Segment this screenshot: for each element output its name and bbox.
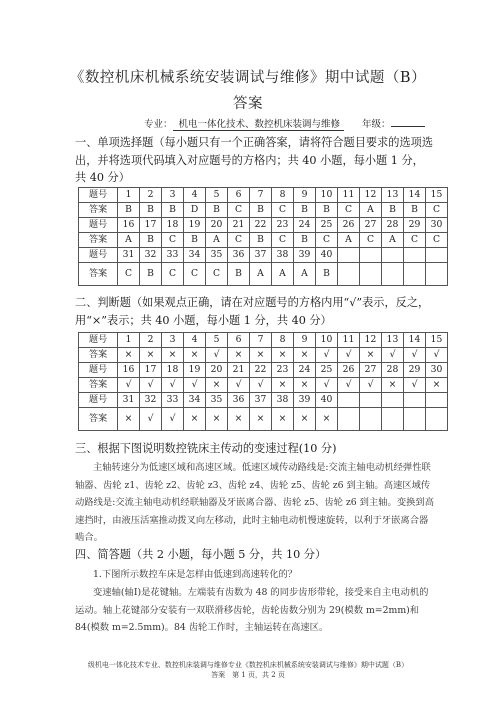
- table-cell: B: [316, 203, 338, 218]
- table-cell: 28: [382, 363, 404, 378]
- table-cell: ×: [118, 408, 140, 431]
- table-cell: ×: [382, 378, 404, 393]
- table-cell: [426, 393, 448, 408]
- table-cell: √: [426, 348, 448, 363]
- table-cell: √: [404, 378, 426, 393]
- table-cell: 22: [250, 218, 272, 233]
- table-cell: √: [206, 348, 228, 363]
- table-cell: 37: [250, 393, 272, 408]
- table-row: [79, 233, 448, 248]
- table-cell: 19: [184, 363, 206, 378]
- table-cell: √: [250, 378, 272, 393]
- table-cell: 6: [228, 333, 250, 348]
- table-cell: A: [338, 233, 360, 248]
- table-cell: [360, 263, 382, 286]
- table-cell: √: [118, 378, 140, 393]
- table-cell: √: [316, 378, 338, 393]
- table-cell: ×: [294, 378, 316, 393]
- table-cell: √: [184, 378, 206, 393]
- table-cell: 1: [118, 333, 140, 348]
- row-label: 题号: [79, 363, 118, 378]
- row-label: 答案: [79, 263, 118, 286]
- table-cell: 29: [404, 363, 426, 378]
- table-cell: [404, 408, 426, 431]
- table-cell: 4: [184, 188, 206, 203]
- table-cell: 3: [162, 188, 184, 203]
- table-cell: B: [228, 263, 250, 286]
- table-cell: C: [316, 233, 338, 248]
- table-cell: 34: [184, 248, 206, 263]
- table-cell: [338, 393, 360, 408]
- table-cell: 5: [206, 188, 228, 203]
- section4-body: 变速轴(轴Ⅰ)是花键轴。左端装有齿数为 48 的同步齿形带轮，接受来自主电动机的运动。轴上花键部分安装有一双联滑移齿轮，齿轮齿数分别为 29(模数 m=2mm)和 84(模数 m=2.5mm)。84 齿轮工作时，主轴运转在高速区。: [75, 587, 429, 633]
- table-cell: 24: [294, 363, 316, 378]
- table-cell: 40: [316, 248, 338, 263]
- table-cell: ×: [250, 348, 272, 363]
- section3-heading: 三、根据下图说明数控铣床主传动的变速过程(10 分): [75, 442, 337, 455]
- table-cell: 18: [162, 363, 184, 378]
- table-cell: 40: [316, 393, 338, 408]
- row-label: 答案: [79, 378, 118, 393]
- table-cell: 38: [272, 248, 294, 263]
- table-cell: ×: [426, 378, 448, 393]
- table-cell: 35: [206, 393, 228, 408]
- table-cell: B: [250, 233, 272, 248]
- table-cell: ×: [272, 378, 294, 393]
- table-cell: C: [404, 233, 426, 248]
- table-cell: A: [360, 203, 382, 218]
- table-cell: 30: [426, 218, 448, 233]
- table-cell: B: [404, 203, 426, 218]
- table-cell: 5: [206, 333, 228, 348]
- table-cell: B: [184, 233, 206, 248]
- grade-blank: [391, 126, 425, 127]
- table-cell: A: [382, 233, 404, 248]
- table-cell: ×: [360, 348, 382, 363]
- table-cell: √: [228, 378, 250, 393]
- table-cell: 39: [294, 393, 316, 408]
- table-cell: 14: [404, 188, 426, 203]
- table-cell: ×: [316, 408, 338, 431]
- table-cell: [382, 393, 404, 408]
- major-value: 机电一体化技术、数控机床装调与维修: [173, 116, 345, 131]
- table-cell: 10: [316, 333, 338, 348]
- row-label: 题号: [79, 188, 118, 203]
- table-cell: C: [338, 203, 360, 218]
- table-cell: 33: [162, 248, 184, 263]
- choice-answer-table: [78, 187, 448, 286]
- table-cell: A: [118, 233, 140, 248]
- table-cell: 16: [118, 218, 140, 233]
- table-cell: [360, 393, 382, 408]
- table-cell: √: [382, 348, 404, 363]
- table-cell: 23: [272, 218, 294, 233]
- table-cell: 16: [118, 363, 140, 378]
- table-cell: 22: [250, 363, 272, 378]
- table-cell: 27: [360, 363, 382, 378]
- table-cell: C: [162, 233, 184, 248]
- table-row: [79, 378, 448, 393]
- table-cell: √: [162, 378, 184, 393]
- table-cell: B: [206, 203, 228, 218]
- table-cell: A: [294, 263, 316, 286]
- table-cell: 31: [118, 248, 140, 263]
- table-cell: 13: [382, 188, 404, 203]
- table-row: [79, 408, 448, 431]
- table-cell: √: [140, 408, 162, 431]
- table-cell: 21: [228, 218, 250, 233]
- row-label: 答案: [79, 348, 118, 363]
- table-cell: ×: [162, 348, 184, 363]
- table-cell: 32: [140, 248, 162, 263]
- table-cell: ×: [272, 408, 294, 431]
- meta-line: [144, 116, 425, 131]
- table-cell: B: [382, 203, 404, 218]
- table-cell: 31: [118, 393, 140, 408]
- table-cell: C: [272, 233, 294, 248]
- table-cell: 32: [140, 393, 162, 408]
- table-cell: 12: [360, 333, 382, 348]
- table-cell: 3: [162, 333, 184, 348]
- table-cell: [338, 408, 360, 431]
- table-cell: 2: [140, 333, 162, 348]
- table-cell: 17: [140, 218, 162, 233]
- table-cell: 14: [404, 333, 426, 348]
- table-cell: 27: [360, 218, 382, 233]
- table-cell: 9: [294, 188, 316, 203]
- table-cell: C: [426, 233, 448, 248]
- table-cell: √: [140, 378, 162, 393]
- page-subtitle: 答案: [233, 96, 263, 112]
- table-cell: C: [228, 203, 250, 218]
- table-cell: B: [162, 203, 184, 218]
- table-cell: ×: [184, 408, 206, 431]
- table-cell: 10: [316, 188, 338, 203]
- section3-body: 主轴转速分为低速区域和高速区域。低速区域传动路线是:交流主轴电动机经弹性联轴器、齿轮 z1、齿轮 z2、齿轮 z3、齿轮 z4、齿轮 z5、齿轮 z6 到主轴。高速区域传动路线是:交流主轴电动机经联轴器及牙嵌离合器、齿轮 z5、齿轮 z6 到主轴。变换到高速挡时，由液压活塞推动拨叉向左移动，此时主轴电动机慢速旋转，以利于牙嵌离合器啮合。: [75, 462, 435, 543]
- table-cell: 13: [382, 333, 404, 348]
- table-cell: 7: [250, 333, 272, 348]
- table-cell: ×: [294, 348, 316, 363]
- table-cell: √: [338, 378, 360, 393]
- table-cell: B: [294, 203, 316, 218]
- table-cell: [338, 263, 360, 286]
- table-cell: B: [140, 203, 162, 218]
- table-cell: 18: [162, 218, 184, 233]
- table-cell: [404, 263, 426, 286]
- table-row: [79, 333, 448, 348]
- grade-label: 年级：: [362, 119, 391, 130]
- table-cell: 8: [272, 188, 294, 203]
- table-cell: 33: [162, 393, 184, 408]
- table-cell: 15: [426, 333, 448, 348]
- table-cell: 34: [184, 393, 206, 408]
- table-cell: 28: [382, 218, 404, 233]
- table-cell: ×: [118, 348, 140, 363]
- table-cell: 38: [272, 393, 294, 408]
- table-cell: √: [360, 378, 382, 393]
- table-cell: [382, 408, 404, 431]
- table-cell: 12: [360, 188, 382, 203]
- table-cell: 21: [228, 363, 250, 378]
- table-cell: C: [162, 263, 184, 286]
- table-cell: 24: [294, 218, 316, 233]
- judgement-answer-table: [78, 332, 448, 431]
- table-cell: [360, 248, 382, 263]
- table-cell: 30: [426, 363, 448, 378]
- table-cell: 11: [338, 333, 360, 348]
- table-cell: 20: [206, 218, 228, 233]
- section4-heading: 四、简答题（共 2 小题，每小题 5 分，共 10 分）: [75, 548, 327, 561]
- table-cell: 29: [404, 218, 426, 233]
- table-cell: [382, 263, 404, 286]
- table-cell: ×: [294, 408, 316, 431]
- table-row: [79, 348, 448, 363]
- table-row: [79, 393, 448, 408]
- table-cell: 25: [316, 218, 338, 233]
- table-cell: 25: [316, 363, 338, 378]
- table-cell: B: [140, 263, 162, 286]
- table-cell: 26: [338, 363, 360, 378]
- table-row: [79, 188, 448, 203]
- row-label: 答案: [79, 203, 118, 218]
- row-label: 答案: [79, 233, 118, 248]
- table-cell: 4: [184, 333, 206, 348]
- table-row: [79, 203, 448, 218]
- table-cell: 11: [338, 188, 360, 203]
- table-cell: 17: [140, 363, 162, 378]
- table-cell: A: [250, 263, 272, 286]
- table-cell: √: [316, 348, 338, 363]
- section4-question1: 1.下图所示数控车床是怎样由低速到高速转化的？: [93, 569, 298, 580]
- table-row: [79, 248, 448, 263]
- table-cell: C: [206, 263, 228, 286]
- table-cell: D: [184, 203, 206, 218]
- table-row: [79, 263, 448, 286]
- table-cell: ×: [206, 408, 228, 431]
- table-cell: [404, 248, 426, 263]
- table-cell: ×: [250, 408, 272, 431]
- table-cell: B: [316, 263, 338, 286]
- table-cell: 37: [250, 248, 272, 263]
- table-cell: 2: [140, 188, 162, 203]
- table-cell: 23: [272, 363, 294, 378]
- table-cell: [426, 248, 448, 263]
- footer-line2: 答案 第 1 页，共 2 页: [211, 671, 285, 679]
- row-label: 题号: [79, 333, 118, 348]
- row-label: 题号: [79, 218, 118, 233]
- table-cell: √: [404, 348, 426, 363]
- table-cell: [404, 393, 426, 408]
- major-label: 专业：: [144, 119, 173, 130]
- row-label: 题号: [79, 393, 118, 408]
- table-cell: 26: [338, 218, 360, 233]
- row-label: 题号: [79, 248, 118, 263]
- table-cell: ×: [184, 348, 206, 363]
- footer-line1: 级机电一体化技术专业、数控机床装调与维修专业《数控机床机械系统安装调试与维修》期中试题（B）: [87, 661, 409, 669]
- table-cell: ×: [140, 348, 162, 363]
- table-cell: 7: [250, 188, 272, 203]
- table-cell: √: [162, 408, 184, 431]
- table-cell: [382, 248, 404, 263]
- table-cell: 15: [426, 188, 448, 203]
- table-cell: C: [228, 233, 250, 248]
- table-cell: 36: [228, 248, 250, 263]
- table-cell: C: [184, 263, 206, 286]
- table-cell: 6: [228, 188, 250, 203]
- table-cell: B: [140, 233, 162, 248]
- table-cell: A: [206, 233, 228, 248]
- table-cell: C: [426, 203, 448, 218]
- table-row: [79, 363, 448, 378]
- table-cell: ×: [272, 348, 294, 363]
- table-cell: C: [118, 263, 140, 286]
- table-cell: [338, 248, 360, 263]
- table-cell: 35: [206, 248, 228, 263]
- table-cell: A: [272, 263, 294, 286]
- table-cell: B: [118, 203, 140, 218]
- table-cell: [360, 408, 382, 431]
- table-cell: √: [338, 348, 360, 363]
- table-cell: ×: [228, 408, 250, 431]
- page-title: 《数控机床机械系统安装调试与维修》期中试题（B）: [69, 70, 427, 86]
- section1-heading: 一、单项选择题（每小题只有一个正确答案，请将符合题目要求的选项选出，并将选项代码填入对应题号的方格内；共 40 小题，每小题 1 分，共 40 分）: [75, 136, 434, 184]
- table-cell: C: [360, 233, 382, 248]
- section2-heading: 二、判断题（如果观点正确，请在对应题号的方格内用“√”表示，反之，用“×”表示；共 40 小题，每小题 1 分，共 40 分）: [75, 296, 430, 327]
- table-cell: ×: [228, 348, 250, 363]
- table-cell: [426, 408, 448, 431]
- table-cell: 36: [228, 393, 250, 408]
- table-cell: 20: [206, 363, 228, 378]
- table-cell: [426, 263, 448, 286]
- table-row: [79, 218, 448, 233]
- table-cell: 39: [294, 248, 316, 263]
- row-label: 答案: [79, 408, 118, 431]
- table-cell: 1: [118, 188, 140, 203]
- table-cell: 9: [294, 333, 316, 348]
- table-cell: 8: [272, 333, 294, 348]
- table-cell: 19: [184, 218, 206, 233]
- table-cell: B: [294, 233, 316, 248]
- table-cell: ×: [206, 378, 228, 393]
- table-cell: C: [272, 203, 294, 218]
- table-cell: B: [250, 203, 272, 218]
